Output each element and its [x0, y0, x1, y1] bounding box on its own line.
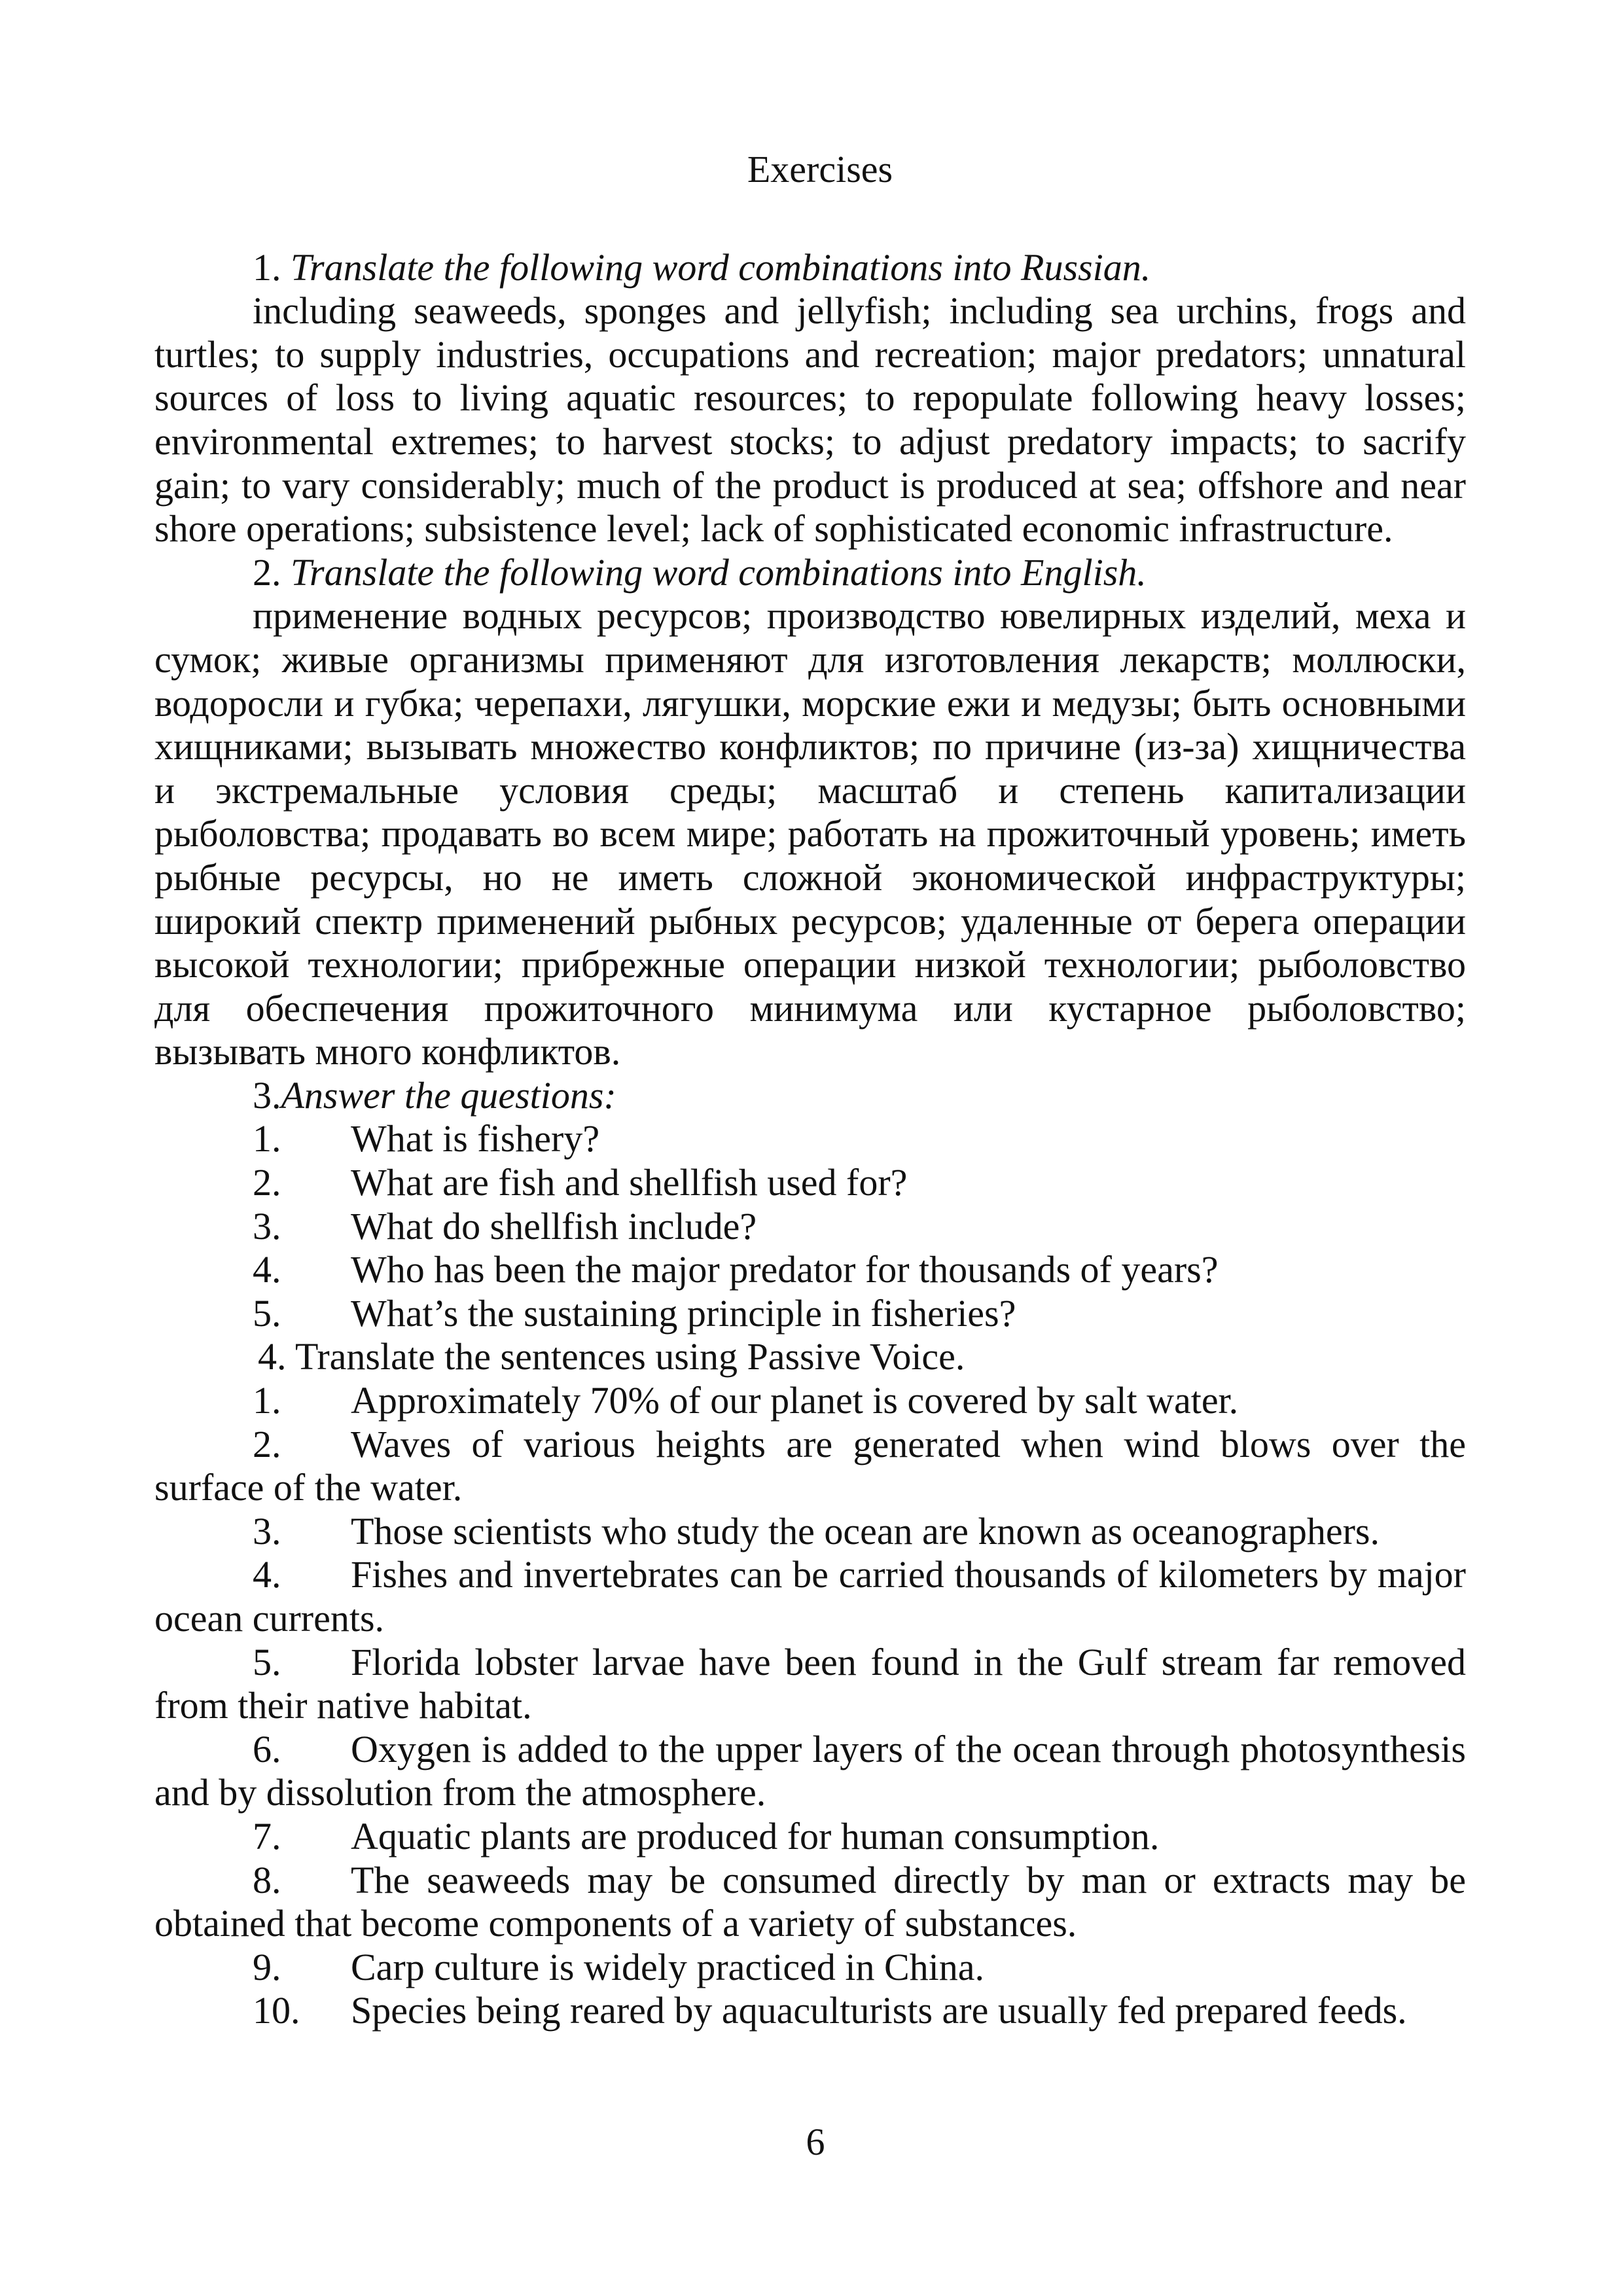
sentence-item: [154, 1423, 1466, 1510]
sentence-text: Those scientists who study the ocean are known as oceanographers.: [351, 1509, 1380, 1552]
question-number: 3.: [253, 1204, 281, 1247]
sentence-number: 1.: [253, 1379, 281, 1422]
question-text: What’s the sustaining principle in fisheries?: [351, 1291, 1016, 1335]
question-item: [154, 1205, 1466, 1249]
sentence-text: Waves of various heights are generated when wind blows over the surface of the water.: [154, 1422, 1466, 1509]
sentence-number: 3.: [253, 1509, 281, 1552]
sentence-item: [154, 1728, 1466, 1815]
exercise-3-number: 3.: [253, 1073, 281, 1117]
sentence-text: Carp culture is widely practiced in China.: [351, 1945, 984, 1988]
sentence-text: The seaweeds may be consumed directly by man or extracts may be obtained that become components of a variety of substances.: [154, 1858, 1466, 1945]
sentence-item: [154, 1989, 1466, 2033]
exercise-2-text: применение водных ресурсов; производство ювелирных изделий, меха и сумок; живые организмы применяют для изготовления лекарств; моллюски, водоросли и губка; черепахи, лягушки, морские ежи и медузы; быть основными хищниками; вызывать множество конфликтов; по причине (из-за) хищничества и экстремальные условия среды; масштаб и степень капитализации рыболовства; продавать во всем мире; работать на прожиточный уровень; иметь рыбные ресурсы, но не иметь сложной экономической инфраструктуры; широкий спектр применений рыбных ресурсов; удаленные от берега операции высокой технологии; прибрежные операции низкой технологии; рыболовство для обеспечения прожиточного минимума или кустарное рыболовство; вызывать много конфликтов.: [154, 594, 1466, 1073]
question-item: [154, 1248, 1466, 1292]
page-title: Exercises: [747, 148, 893, 190]
sentence-number: 10.: [253, 1989, 300, 2032]
exercise-4-sentence-list: [154, 1379, 1466, 2033]
exercise-3-question-list: [154, 1117, 1466, 1335]
question-number: 2.: [253, 1161, 281, 1204]
question-text: What are fish and shellfish used for?: [351, 1161, 908, 1204]
sentence-text: Oxygen is added to the upper layers of the ocean through photosynthesis and by dissolution from the atmosphere.: [154, 1727, 1466, 1814]
sentence-item: [154, 1510, 1466, 1554]
exercise-3-heading: [154, 1074, 1466, 1118]
document-page: [154, 148, 1466, 2033]
exercise-1-text: including seaweeds, sponges and jellyfish; including sea urchins, frogs and turtles; to supply industries, occupations and recreation; major predators; unnatural sources of loss to living aquatic resources; to repopulate following heavy losses; environmental extremes; to harvest stocks; to adjust predatory impacts; to sacrify gain; to vary considerably; much of the product is produced at sea; offshore and near shore operations; subsistence level; lack of sophisticated economic infrastructure.: [154, 289, 1466, 550]
exercise-3-instruction: Answer the questions:: [281, 1073, 616, 1117]
exercise-1-instruction: Translate the following word combinations into Russian.: [291, 245, 1151, 289]
sentence-item: [154, 1946, 1466, 1990]
sentence-text: Florida lobster larvae have been found in the Gulf stream far removed from their native habitat.: [154, 1640, 1466, 1727]
question-item: [154, 1161, 1466, 1205]
sentence-text: Aquatic plants are produced for human consumption.: [351, 1814, 1160, 1857]
exercise-2-number: 2.: [253, 550, 281, 594]
sentence-number: 4.: [253, 1553, 281, 1596]
question-number: 1.: [253, 1117, 281, 1160]
exercise-4-heading: 4. Translate the sentences using Passive Voice.: [258, 1335, 965, 1378]
question-number: 4.: [253, 1248, 281, 1291]
sentence-number: 8.: [253, 1858, 281, 1901]
exercise-1-heading: [154, 246, 1466, 290]
sentence-item: [154, 1815, 1466, 1859]
exercise-1-number: 1.: [253, 245, 281, 289]
exercise-2-heading: [154, 551, 1466, 595]
sentence-item: [154, 1641, 1466, 1728]
sentence-number: 9.: [253, 1945, 281, 1988]
exercise-2-instruction: Translate the following word combinations into English.: [291, 550, 1147, 594]
question-text: Who has been the major predator for thousands of years?: [351, 1248, 1219, 1291]
sentence-text: Approximately 70% of our planet is covered by salt water.: [351, 1379, 1239, 1422]
question-text: What is fishery?: [351, 1117, 600, 1160]
sentence-item: [154, 1859, 1466, 1946]
sentence-number: 5.: [253, 1640, 281, 1683]
sentence-number: 6.: [253, 1727, 281, 1770]
page-number: 6: [806, 2121, 825, 2163]
question-item: [154, 1292, 1466, 1336]
sentence-text: Fishes and invertebrates can be carried thousands of kilometers by major ocean currents.: [154, 1553, 1466, 1640]
sentence-item: [154, 1379, 1466, 1423]
question-item: [154, 1117, 1466, 1161]
sentence-number: 7.: [253, 1814, 281, 1857]
sentence-item: [154, 1553, 1466, 1640]
question-number: 5.: [253, 1291, 281, 1335]
sentence-text: Species being reared by aquaculturists are usually fed prepared feeds.: [351, 1989, 1407, 2032]
sentence-number: 2.: [253, 1422, 281, 1465]
question-text: What do shellfish include?: [351, 1204, 757, 1247]
